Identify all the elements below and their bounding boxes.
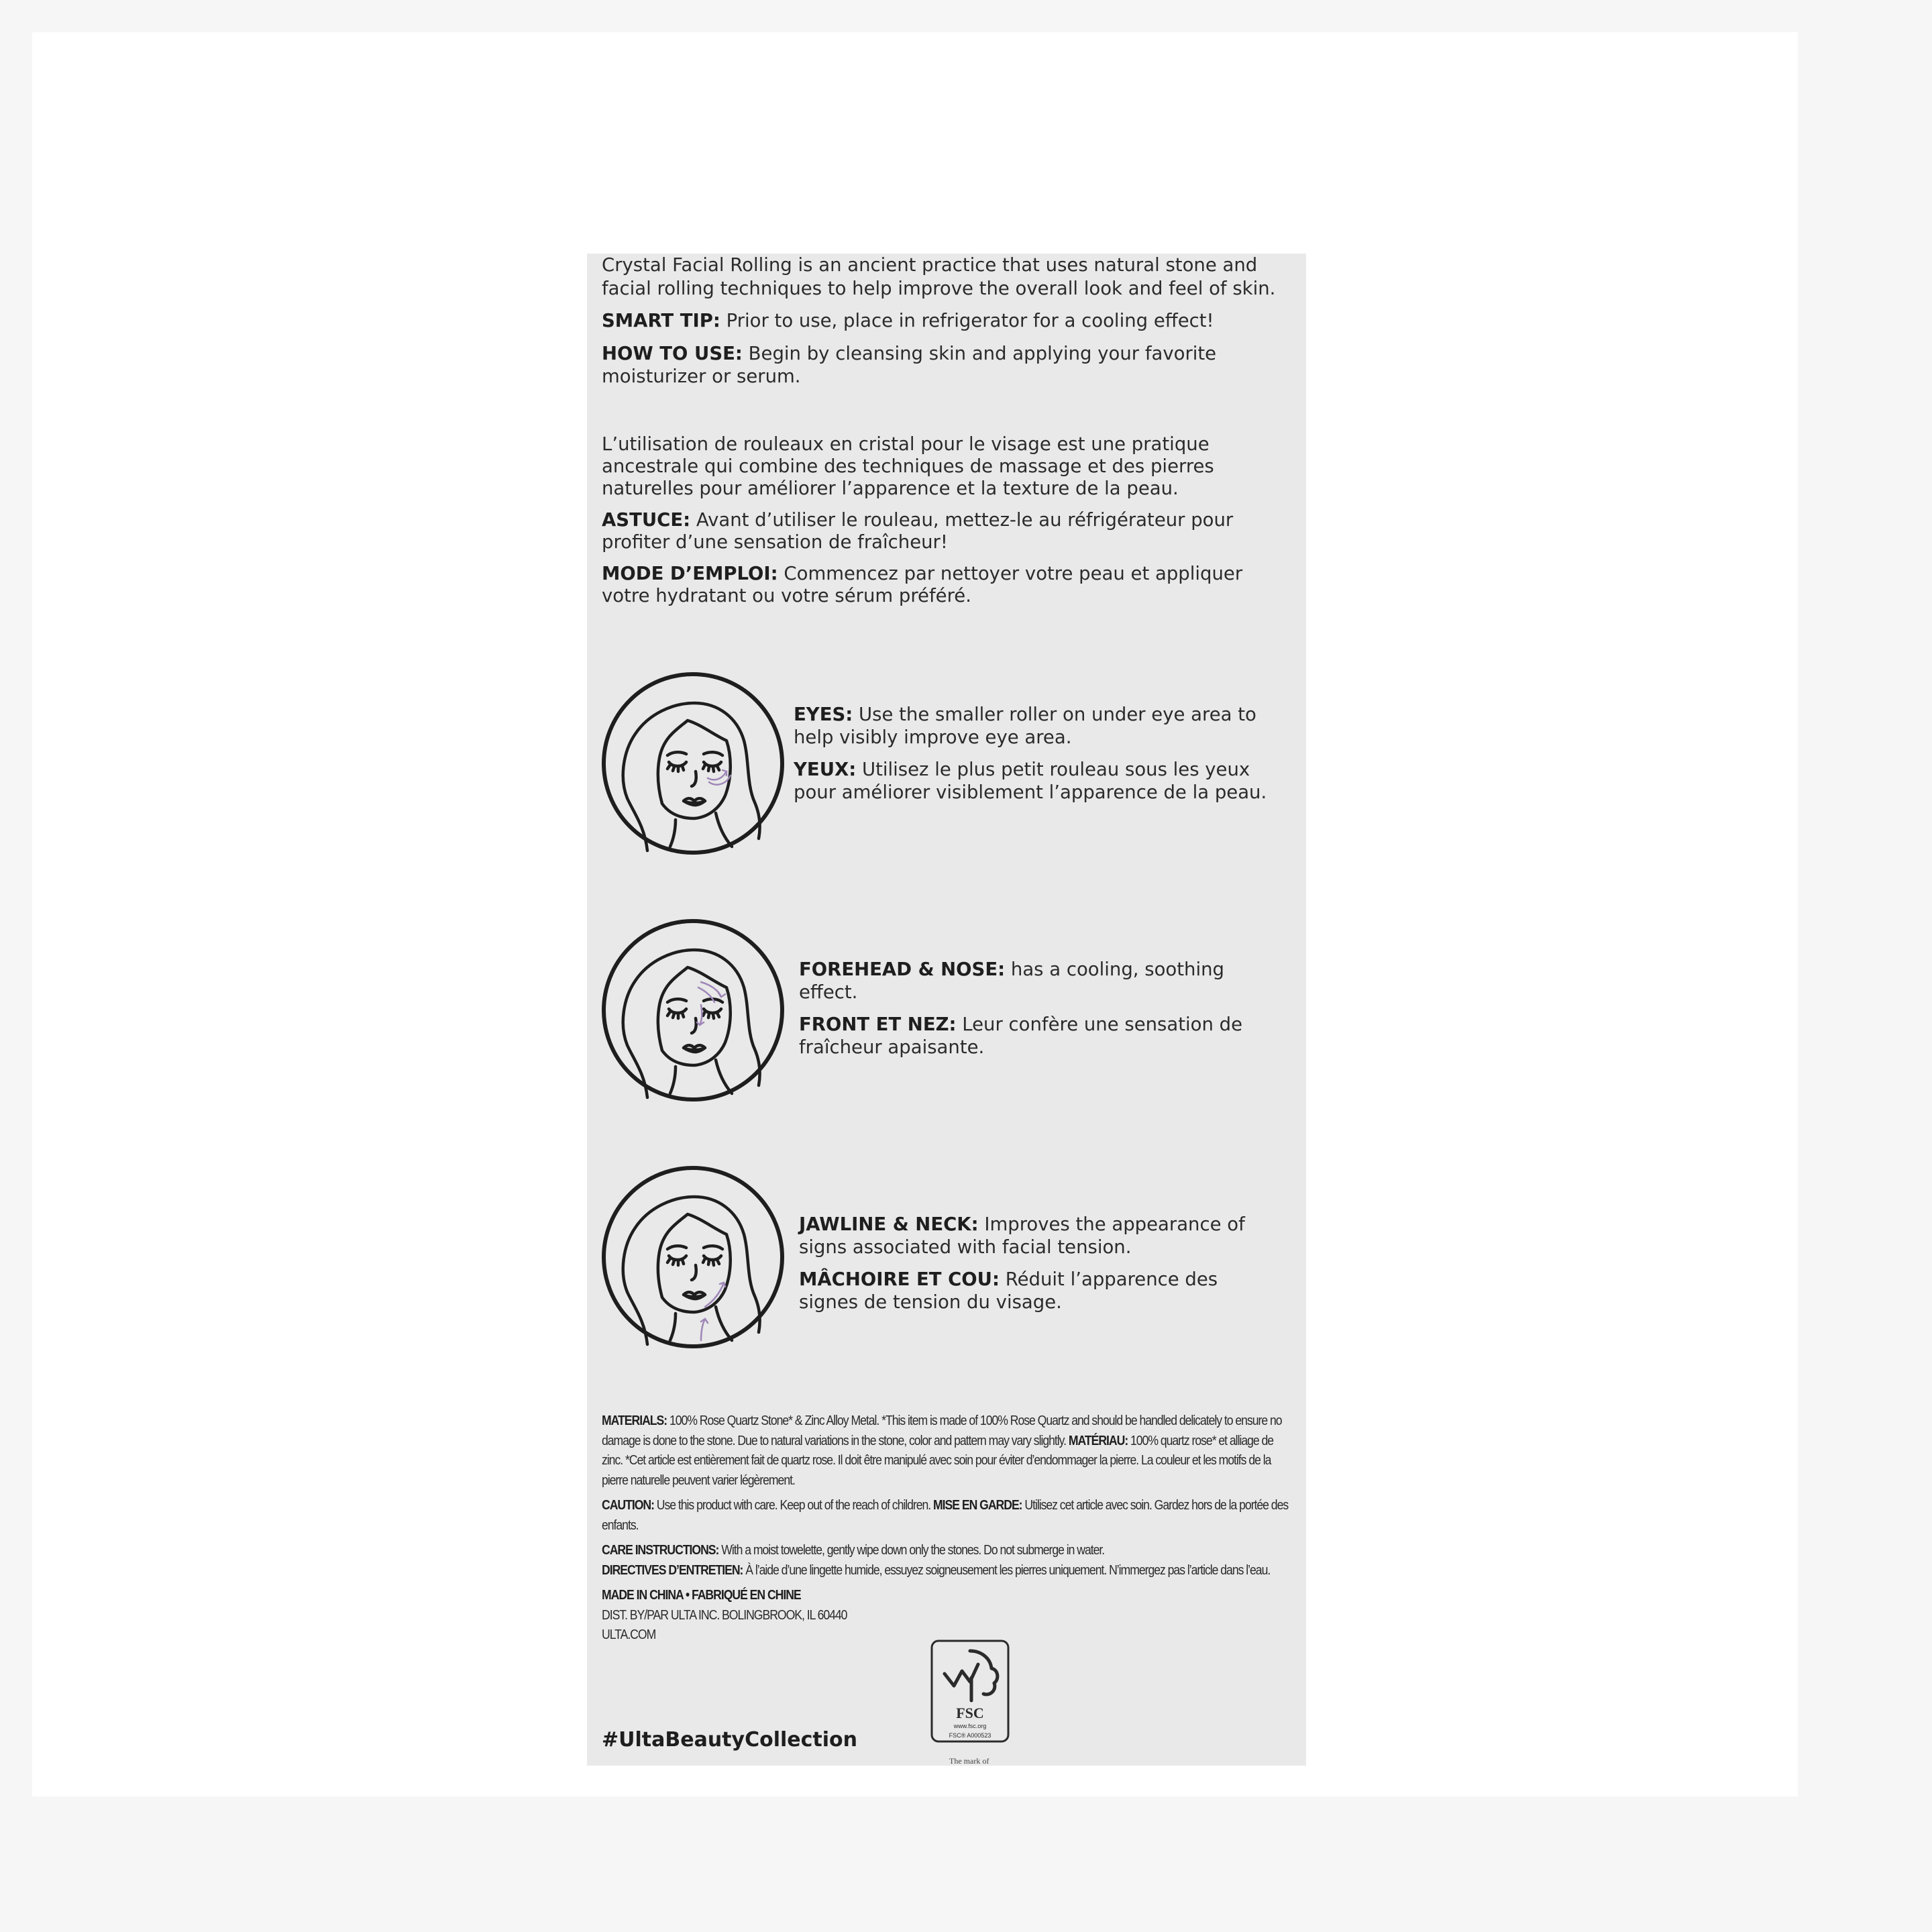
step-jawline-fr	[799, 1268, 1282, 1313]
caution	[602, 1495, 1294, 1535]
materials-label: MATERIALS:	[602, 1413, 667, 1428]
face-jawline-neck-icon	[600, 1165, 786, 1350]
care-instructions	[602, 1540, 1294, 1560]
fsc-logo-icon	[930, 1639, 1010, 1752]
mise-en-garde-text: Utilisez cet article avec soin. Gardez hors de la portée des enfants.	[602, 1497, 1289, 1533]
fsc-logo-text: FSC	[956, 1705, 984, 1721]
materiau-text: 100% quartz rose* et alliage de zinc. *Cet article est entièrement fait de quartz rose. Il doit être manipulé avec soin pour éviter d’endommager la pierre. La couleur et les motifs de la pierre naturelle peuvent varier légèrement.	[602, 1432, 1274, 1488]
directives-label: DIRECTIVES D’ENTRETIEN:	[602, 1562, 743, 1578]
fsc-code: FSC® A000523	[949, 1732, 991, 1739]
directives-entretien	[602, 1560, 1294, 1580]
step-forehead-fr	[799, 1013, 1282, 1059]
step-jawline-en-label: JAWLINE & NECK:	[799, 1214, 979, 1235]
step-forehead-en-text: has a cooling, soothing effect.	[799, 959, 1224, 1003]
face-forehead-nose-icon	[600, 918, 786, 1103]
smart-tip-text: Prior to use, place in refrigerator for a cooling effect!	[720, 310, 1214, 331]
smart-tip	[602, 309, 1279, 333]
materiau-label: MATÉRIAU:	[1068, 1432, 1128, 1448]
fine-print	[602, 1411, 1294, 1645]
distributor: DIST. BY/PAR ULTA INC. BOLINGBROOK, IL 60440	[602, 1607, 847, 1623]
directives-text: À l’aide d’une lingette humide, essuyez soigneusement les pierres uniquement. N’immergez pas l’article dans l’eau.	[743, 1562, 1271, 1578]
fsc-mark-text: The mark of	[949, 1756, 989, 1766]
mise-en-garde-label: MISE EN GARDE:	[933, 1497, 1022, 1513]
how-to-use-label: HOW TO USE:	[602, 342, 743, 364]
face-eyes-icon	[600, 671, 786, 856]
mode-emploi-label: MODE D’EMPLOI:	[602, 563, 778, 584]
care-text: With a moist towelette, gently wipe down only the stones. Do not submerge in water.	[718, 1542, 1105, 1558]
step-jawline-en	[799, 1213, 1282, 1258]
product-package-panel	[587, 254, 1306, 1766]
step-forehead-fr-text: Leur confère une sensation de fraîcheur apaisante.	[799, 1014, 1243, 1058]
step-forehead-fr-label: FRONT ET NEZ:	[799, 1014, 957, 1035]
step-eyes	[794, 703, 1277, 813]
astuce	[602, 509, 1279, 553]
step-jawline-fr-label: MÂCHOIRE ET COU:	[799, 1269, 1000, 1290]
materials-text: 100% Rose Quartz Stone* & Zinc Alloy Metal. *This item is made of 100% Rose Quartz and should be handled delicately to ensure no damage is done to the stone. Due to natural variations in the stone, color and pattern may vary slightly.	[602, 1413, 1282, 1448]
step-eyes-fr-label: YEUX:	[794, 759, 857, 780]
step-eyes-fr-text: Utilisez le plus petit rouleau sous les yeux pour améliorer visiblement l’apparence de la peau.	[794, 759, 1267, 803]
mode-emploi	[602, 563, 1279, 607]
smart-tip-label: SMART TIP:	[602, 310, 720, 331]
materials	[602, 1411, 1294, 1490]
step-eyes-en-text: Use the smaller roller on under eye area to help visibly improve eye area.	[794, 704, 1256, 748]
made-in-text: MADE IN CHINA • FABRIQUÉ EN CHINE	[602, 1587, 801, 1603]
caution-text: Use this product with care. Keep out of the reach of children.	[653, 1497, 934, 1513]
astuce-label: ASTUCE:	[602, 509, 691, 531]
step-jawline-en-text: Improves the appearance of signs associated with facial tension.	[799, 1214, 1245, 1258]
website: ULTA.COM	[602, 1627, 656, 1642]
step-eyes-fr	[794, 758, 1277, 804]
step-eyes-en-label: EYES:	[794, 704, 853, 725]
intro-description-fr: L’utilisation de rouleaux en cristal pour le visage est une pratique ancestrale qui combine des techniques de massage et des pierres naturelles pour améliorer l’apparence et la texture de la peau.	[602, 433, 1214, 499]
intro-french	[602, 433, 1279, 616]
mode-emploi-text: Commencez par nettoyer votre peau et appliquer votre hydratant ou votre sérum préféré.	[602, 563, 1243, 606]
care-label: CARE INSTRUCTIONS:	[602, 1542, 719, 1558]
caution-label: CAUTION:	[602, 1497, 654, 1513]
step-forehead-en	[799, 958, 1282, 1004]
step-jawline-neck	[799, 1213, 1282, 1323]
step-forehead-nose	[799, 958, 1282, 1068]
how-to-use	[602, 342, 1279, 388]
step-forehead-en-label: FOREHEAD & NOSE:	[799, 959, 1006, 980]
fsc-url: www.fsc.org	[953, 1723, 987, 1729]
step-jawline-fr-text: Réduit l’apparence des signes de tension du visage.	[799, 1269, 1218, 1313]
hashtag: #UltaBeautyCollection	[602, 1728, 857, 1752]
astuce-text: Avant d’utiliser le rouleau, mettez-le au réfrigérateur pour profiter d’une sensation de fraîcheur!	[602, 509, 1234, 553]
intro-english	[602, 254, 1279, 398]
how-to-use-text: Begin by cleansing skin and applying your favorite moisturizer or serum.	[602, 342, 1217, 387]
intro-description: Crystal Facial Rolling is an ancient practice that uses natural stone and facial rolling techniques to help improve the overall look and feel of skin.	[602, 254, 1276, 299]
made-in	[602, 1585, 1294, 1605]
step-eyes-en	[794, 703, 1277, 749]
